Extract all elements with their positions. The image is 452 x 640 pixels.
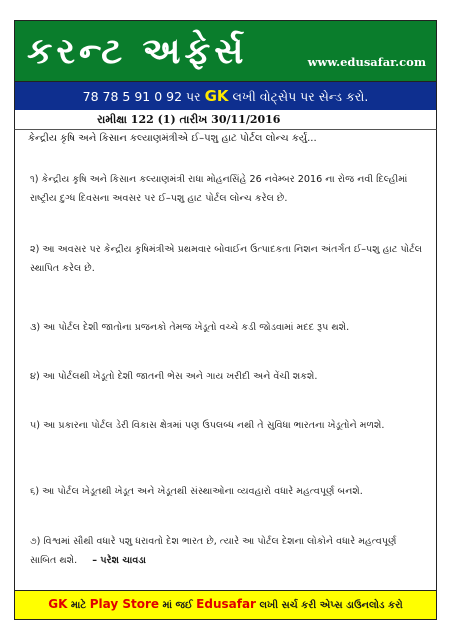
brand-title: કરન્ટ અફેર્સ <box>27 31 248 72</box>
footer-instruction: લખી સર્ચ કરી એપ્સ ડાઉનલોડ કરો <box>259 600 403 611</box>
contact-strip <box>14 82 437 110</box>
paragraph-1: ૧) કેન્દ્રીય કૃષિ અને કિસાન કલ્યાણમંત્રી રાધા મોહનસિંહે 26 નવેમ્બર 2016 ના રોજ નવી દિલ્હીમાં રાષ્ટ્રીય દુગ્ધ દિવસના અવસર પર ઈ–પશુ હાટ પોર્ટલ લોન્ચ કરેલ છે. <box>30 174 408 204</box>
contact-number: 78 78 5 91 0 92 પર <box>82 89 201 104</box>
paragraph-4: ૪) આ પોર્ટલથી ખેડૂતો દેશી જાતની ભેસ અને ગાય ખરીદી અને વેંચી શકશે. <box>30 371 318 382</box>
paragraph-7-text: ૭) વિશ્વમાં સૌથી વધારે પશુ ધરાવતો દેશ ભારત છે, ત્યારે આ પોર્ટલ દેશના લોકોને વધારે મહત્વપૂર્ણ સાબિત થશે. <box>30 536 397 566</box>
footer-gk: GK <box>48 597 68 611</box>
footer-edusafar: Edusafar <box>196 597 256 611</box>
paragraph-6: ૬) આ પોર્ટલ ખેડૂતથી ખેડૂત અને ખેડૂતથી સંસ્થાઓના વ્યવહારો વધારે મહત્વપૂર્ણ બનશે. <box>30 486 363 497</box>
paragraph-7 <box>30 532 422 570</box>
footer-play-store: Play Store <box>89 597 160 611</box>
paragraph-5: ૫) આ પ્રકારના પોર્ટલ ડેરી વિકાસ ક્ષેત્રમાં પણ ઉપલબ્ધ નથી તે સુવિધા ભારતના ખેડૂતોને મળશે. <box>30 420 385 431</box>
contact-instruction: લખી વોટ્સેપ પર સેન્ડ કરો. <box>232 89 369 104</box>
header-banner <box>14 20 437 82</box>
footer-banner <box>14 590 437 620</box>
website-link[interactable]: www.edusafar.com <box>307 55 426 69</box>
footer-mate: માટે <box>70 600 87 611</box>
dateline: રામીક્ષા 122 (1) તારીખ 30/11/2016 <box>14 110 437 130</box>
author-name: – પરેશ ચાવડા <box>92 555 146 566</box>
paragraph-2: ૨) આ અવસર પર કેન્દ્રીય કૃષિમંત્રીએ પ્રથમવાર બોવાઈન ઉત્પાદકતા નિશન અંતર્ગત ઈ–પશુ હાટ પોર્ટલ સ્થાપિત કરેલ છે. <box>30 244 422 274</box>
article-title: કેન્દ્રીય કૃષિ અને કિસાન કલ્યાણમંત્રીએ ઈ–પશુ હાટ પોર્ટલ લોન્ચ કર્યું... <box>28 133 317 144</box>
paragraph-3: ૩) આ પોર્ટલ દેશી જાતોના પ્રજનકો તેમજ ખેડૂતો વચ્ચે કડી જોડવામાં મદદ રૂપ થશે. <box>30 322 350 333</box>
footer-ma-jai: માં જઈ <box>162 600 193 611</box>
contact-gk-keyword: GK <box>204 87 229 105</box>
